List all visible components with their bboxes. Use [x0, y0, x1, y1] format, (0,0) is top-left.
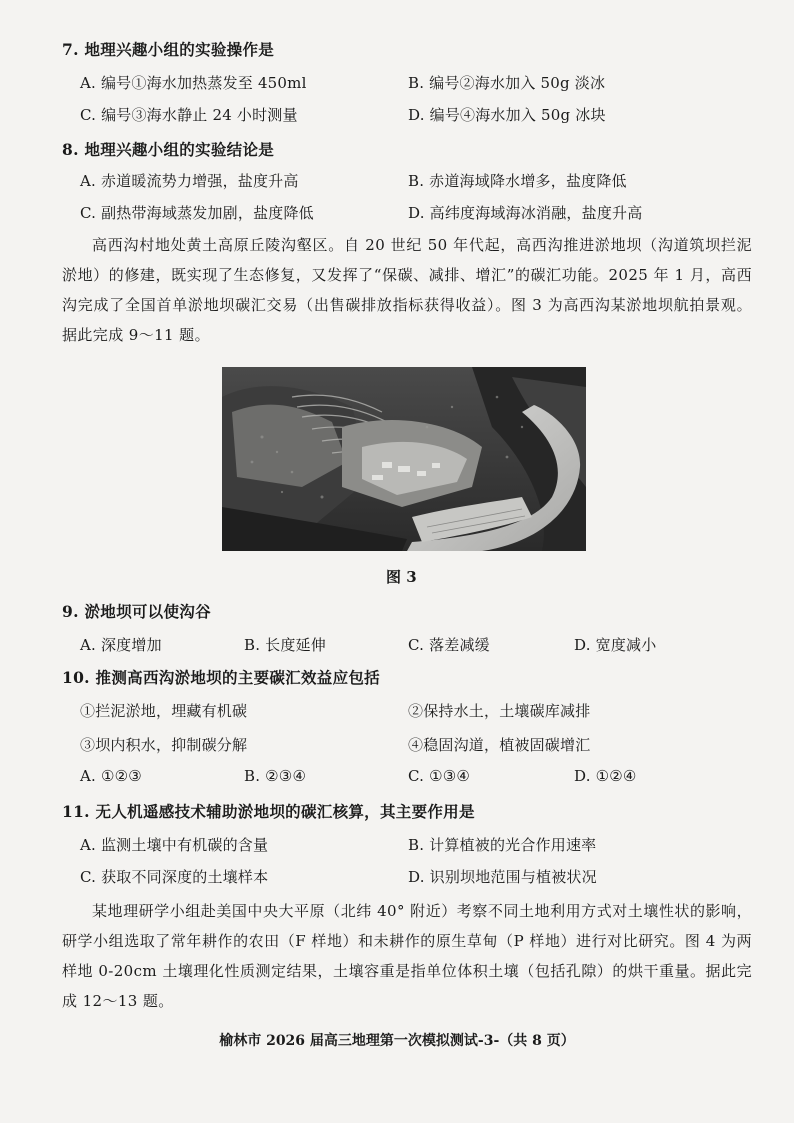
q9-stem: 9. 淤地坝可以使沟谷 [62, 602, 211, 621]
q7-stem: 7. 地理兴趣小组的实验操作是 [62, 40, 275, 59]
q8-option-d: D. 高纬度海域海冰消融，盐度升高 [408, 204, 643, 222]
passage-gaoxigou-text: 高西沟村地处黄土高原丘陵沟壑区。自 20 世纪 50 年代起，高西沟推进淤地坝（沟道筑坝拦泥淤地）的修建，既实现了生态修复，又发挥了“保碳、减排、增汇”的碳汇功能。2025 年 1 月，高西沟完成了全国首单淤地坝碳汇交易（出售碳排放指标获得收益）。图 3 为高西沟某淤地坝航拍景观。据此完成 9～11 题。 [62, 236, 752, 344]
q11-option-a: A. 监测土壤中有机碳的含量 [80, 836, 269, 854]
q8-option-c: C. 副热带海域蒸发加剧，盐度降低 [80, 204, 314, 222]
q7-option-c: C. 编号③海水静止 24 小时测量 [80, 106, 298, 124]
figure-3-aerial-photo [222, 367, 586, 551]
q8-option-a: A. 赤道暖流势力增强，盐度升高 [80, 172, 299, 190]
q10-statement-3: ③坝内积水，抑制碳分解 [80, 736, 248, 754]
q9-option-c: C. 落差减缓 [408, 636, 490, 654]
q10-option-d: D. ①②④ [574, 767, 637, 785]
q8-stem: 8. 地理兴趣小组的实验结论是 [62, 140, 275, 159]
q10-option-c: C. ①③④ [408, 767, 471, 785]
passage-great-plains [62, 896, 752, 1016]
q9-option-d: D. 宽度减小 [574, 636, 657, 654]
q7-option-d: D. 编号④海水加入 50g 冰块 [408, 106, 606, 124]
q9-option-a: A. 深度增加 [80, 636, 162, 654]
q10-option-a: A. ①②③ [80, 767, 142, 785]
q8-option-b: B. 赤道海域降水增多，盐度降低 [408, 172, 627, 190]
q10-option-b: B. ②③④ [244, 767, 307, 785]
q7-option-b: B. 编号②海水加入 50g 淡冰 [408, 74, 606, 92]
q10-statement-2: ②保持水土，土壤碳库减排 [408, 702, 591, 720]
page-footer: 榆林市 2026 届高三地理第一次模拟测试-3-（共 8 页） [219, 1033, 575, 1049]
passage-gaoxigou [62, 230, 752, 350]
q10-statement-4: ④稳固沟道，植被固碳增汇 [408, 736, 591, 754]
q9-option-b: B. 长度延伸 [244, 636, 326, 654]
q11-stem: 11. 无人机遥感技术辅助淤地坝的碳汇核算，其主要作用是 [62, 802, 475, 821]
q11-option-d: D. 识别坝地范围与植被状况 [408, 868, 597, 886]
q11-option-b: B. 计算植被的光合作用速率 [408, 836, 597, 854]
q10-statement-1: ①拦泥淤地，埋藏有机碳 [80, 702, 248, 720]
q11-option-c: C. 获取不同深度的土壤样本 [80, 868, 269, 886]
aerial-photo-illustration [222, 367, 586, 551]
passage-great-plains-text: 某地理研学小组赴美国中央大平原（北纬 40° 附近）考察不同土地利用方式对土壤性状的影响，研学小组选取了常年耕作的农田（F 样地）和未耕作的原生草甸（P 样地）进行对比研究。图 4 为两样地 0-20cm 土壤理化性质测定结果，土壤容重是指单位体积土壤（包括孔隙）的烘干重量。据此完成 12～13 题。 [62, 902, 752, 1010]
q7-option-a: A. 编号①海水加热蒸发至 450ml [80, 74, 307, 92]
figure-3-caption: 图 3 [386, 568, 417, 586]
q10-stem: 10. 推测高西沟淤地坝的主要碳汇效益应包括 [62, 668, 380, 687]
